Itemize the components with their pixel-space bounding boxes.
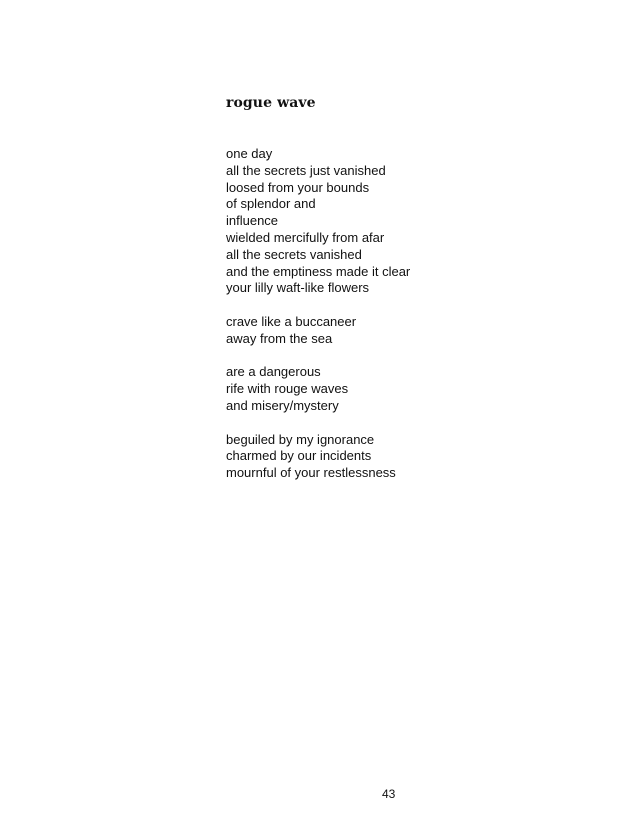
poem-line: beguiled by my ignorance <box>226 431 375 447</box>
poem-line: of splendor and <box>226 196 316 212</box>
poem-line: are a dangerous <box>226 364 321 380</box>
poem-body <box>226 146 586 499</box>
poem-line: crave like a buccaneer <box>226 313 357 329</box>
poem-title: rogue wave <box>226 95 316 111</box>
poem-line: loosed from your bounds <box>226 179 370 195</box>
poem-line: all the secrets vanished <box>226 246 362 262</box>
stanza-2 <box>226 314 586 348</box>
poem-line: one day <box>226 146 273 161</box>
page-number: 43 <box>382 787 396 801</box>
poem-line: rife with rouge waves <box>226 381 349 397</box>
stanza-4 <box>226 432 586 482</box>
poem-line: charmed by our incidents <box>226 448 372 464</box>
stanza-3 <box>226 364 586 414</box>
stanza-1 <box>226 146 586 297</box>
poem-line: influence <box>226 213 279 229</box>
poem-line: mournful of your restlessness <box>226 465 396 481</box>
poem-line: and misery/mystery <box>226 397 339 413</box>
poem-line: away from the sea <box>226 330 333 346</box>
poem-line: and the emptiness made it clear <box>226 263 411 279</box>
poem-line: wielded mercifully from afar <box>226 229 385 245</box>
poem-line: your lilly waft-like flowers <box>226 280 370 296</box>
poem-line: all the secrets just vanished <box>226 162 386 178</box>
